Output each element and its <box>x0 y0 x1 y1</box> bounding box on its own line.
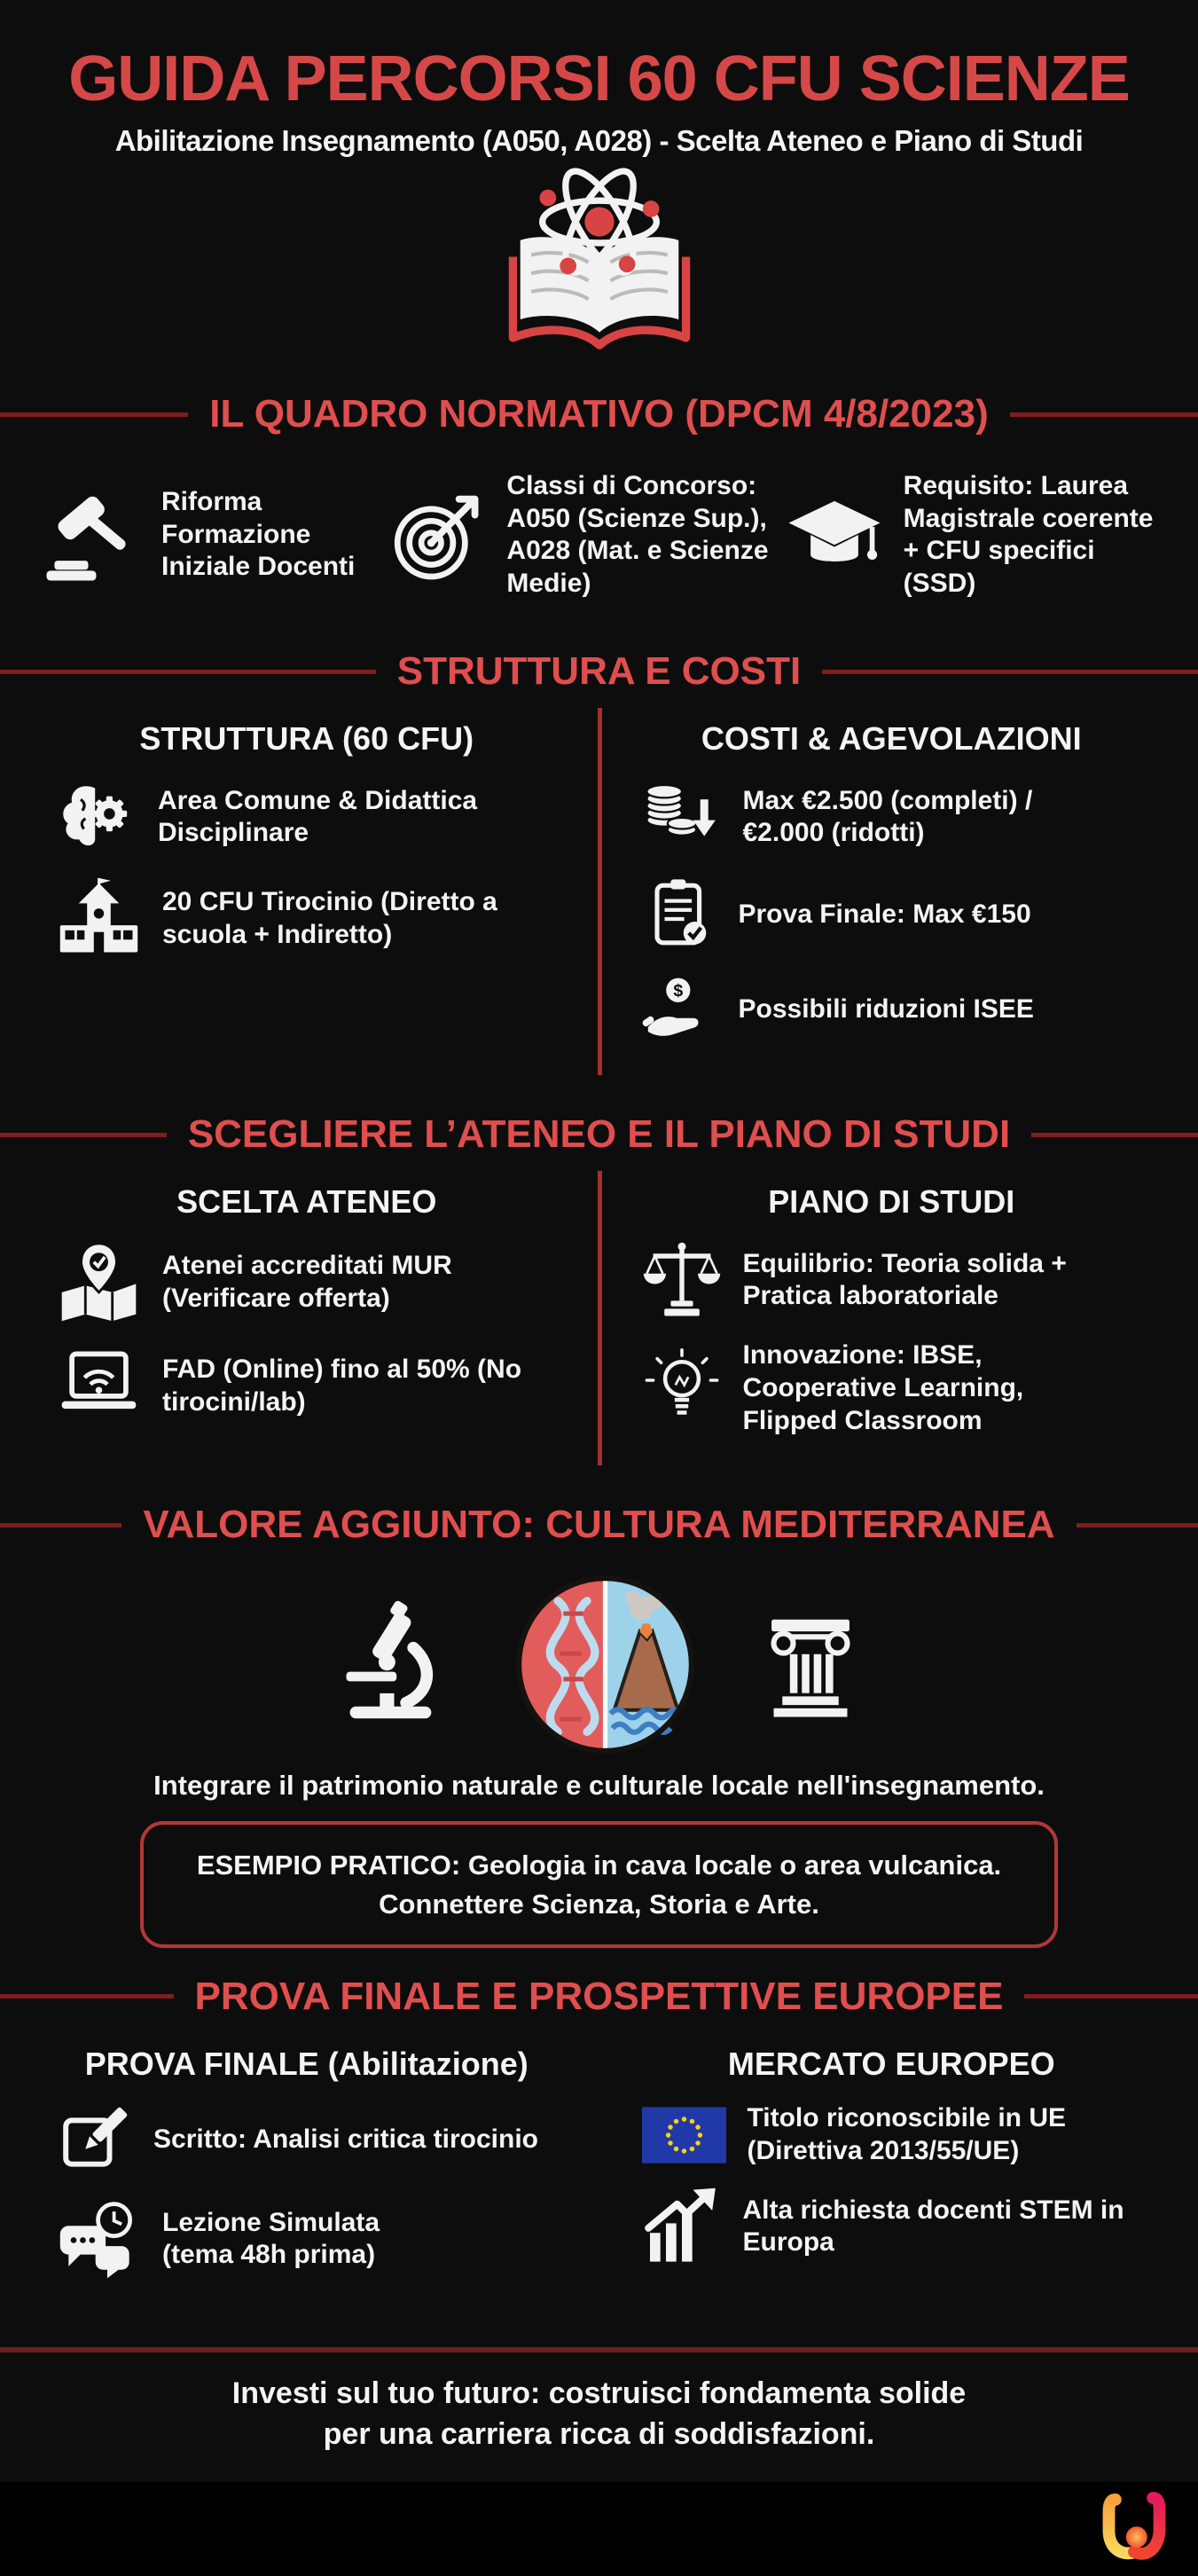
clipboard-check-icon <box>642 876 717 952</box>
target-icon <box>388 485 487 585</box>
section-scelta-ateneo <box>0 1112 1198 1476</box>
item-text: Riforma Formazione Iniziale Docenti <box>161 487 356 582</box>
heading-rule-right <box>822 670 1198 674</box>
list-item <box>642 1240 1158 1320</box>
u-logo-icon <box>1093 2488 1175 2570</box>
section-valore-aggiunto <box>0 1503 1198 1948</box>
brain-gear-icon <box>57 777 137 857</box>
item-text: Atenei accreditati MUR (Verificare offerta) <box>162 1251 452 1313</box>
column-title: PROVA FINALE (Abilitazione) <box>84 2045 529 2082</box>
list-item <box>642 2187 1158 2266</box>
growth-chart-icon <box>642 2187 722 2266</box>
item-text: Prova Finale: Max €150 <box>738 899 1031 929</box>
school-icon <box>57 876 141 961</box>
section-heading-label: PROVA FINALE E PROSPETTIVE EUROPEE <box>194 1974 1004 2018</box>
section-heading-label: STRUTTURA E COSTI <box>396 649 802 694</box>
footer-strip <box>0 2482 1198 2576</box>
section-heading <box>0 392 1198 436</box>
item-text: 20 CFU Tirocinio (Diretto a scuola + Indiretto) <box>162 887 497 949</box>
heading-rule-left <box>0 1133 167 1137</box>
hero <box>0 172 1198 365</box>
valore-lead-text: Integrare il patrimonio naturale e culturale locale nell'insegnamento. <box>153 1770 1045 1802</box>
list-item <box>642 971 1158 1047</box>
section-heading <box>0 1112 1198 1157</box>
section-heading <box>0 1503 1198 1547</box>
scales-icon <box>642 1240 722 1320</box>
column-mercato-europeo <box>599 2038 1185 2301</box>
list-item <box>57 2197 573 2281</box>
section-heading-label: IL QUADRO NORMATIVO (DPCM 4/8/2023) <box>209 392 989 436</box>
item-text: Classi di Concorso: A050 (Scienze Sup.), A028 (Mat. e Scienze Medie) <box>506 471 769 598</box>
heading-rule-left <box>0 1523 121 1528</box>
list-item <box>43 470 388 600</box>
esempio-line-2: Connettere Scienza, Storia e Arte. <box>379 1888 819 1920</box>
section-quadro-normativo <box>0 392 1198 623</box>
gavel-icon <box>43 485 142 585</box>
item-text: Possibili riduzioni ISEE <box>738 993 1034 1024</box>
heading-rule-left <box>0 1994 174 1999</box>
column-title: MERCATO EUROPEO <box>727 2045 1055 2082</box>
closing-message <box>35 2374 1163 2455</box>
column-piano-di-studi <box>599 1176 1185 1457</box>
column-title: PIANO DI STUDI <box>768 1183 1015 1221</box>
bottom-divider <box>0 2347 1198 2352</box>
coins-icon <box>642 777 722 857</box>
item-text: Innovazione: IBSE, Cooperative Learning, Flipped Classroom <box>742 1340 1024 1435</box>
list-item <box>388 470 784 600</box>
item-text: Max €2.500 (completi) / €2.000 (ridotti) <box>742 785 1033 848</box>
lightbulb-icon <box>642 1348 722 1428</box>
greek-column-icon <box>756 1611 865 1719</box>
atom-book-icon <box>488 172 711 365</box>
svg-text:$: $ <box>672 981 683 1001</box>
closing-line-1: Investi sul tuo futuro: costruisci fondamenta solide <box>231 2376 967 2410</box>
item-text: Alta richiesta docenti STEM in Europa <box>742 2195 1124 2258</box>
heading-rule-right <box>1010 412 1198 417</box>
page-title: GUIDA PERCORSI 60 CFU SCIENZE <box>68 43 1130 114</box>
item-text: Area Comune & Didattica Disciplinare <box>158 785 478 848</box>
list-item <box>57 1240 573 1324</box>
column-prova-finale <box>14 2038 599 2301</box>
section-struttura-costi <box>0 649 1198 1086</box>
column-scelta-ateneo <box>14 1176 599 1457</box>
list-item <box>642 2102 1158 2167</box>
map-pin-check-icon <box>57 1240 141 1324</box>
chat-clock-icon <box>57 2197 141 2281</box>
list-item <box>642 777 1158 857</box>
esempio-pratico-box <box>140 1821 1058 1948</box>
item-text: Equilibrio: Teoria solida + Pratica laboratoriale <box>742 1248 1067 1311</box>
page-subtitle: Abilitazione Insegnamento (A050, A028) - Scelta Ateneo e Piano di Studi <box>114 124 1084 157</box>
closing-line-2: per una carriera ricca di soddisfazioni. <box>323 2416 875 2451</box>
column-costi <box>599 713 1185 1066</box>
item-text: Requisito: Laurea Magistrale coerente + CFU specifici (SSD) <box>903 471 1154 598</box>
item-text: Titolo riconoscibile in UE (Direttiva 2013/55/UE) <box>747 2102 1066 2165</box>
item-text: Scritto: Analisi critica tirocinio <box>153 2124 538 2155</box>
heading-rule-right <box>1031 1133 1198 1137</box>
eu-flag-icon <box>642 2107 726 2164</box>
list-item <box>642 1339 1158 1437</box>
dna-volcano-icon <box>514 1574 696 1755</box>
struttura-columns <box>0 701 1198 1086</box>
heading-rule-left <box>0 670 376 674</box>
ateneo-columns <box>0 1164 1198 1476</box>
section-prova-finale <box>0 1975 1198 2321</box>
section-heading <box>0 1975 1198 2019</box>
item-text: FAD (Online) fino al 50% (No tirocini/lab) <box>162 1355 522 1417</box>
normativa-items <box>0 444 1198 623</box>
edit-pencil-icon <box>57 2102 132 2178</box>
list-item <box>57 777 573 857</box>
column-title: SCELTA ATENEO <box>176 1183 437 1221</box>
item-text: Lezione Simulata (tema 48h prima) <box>162 2207 380 2270</box>
section-heading-label: VALORE AGGIUNTO: CULTURA MEDITERRANEA <box>143 1503 1055 1547</box>
column-struttura <box>14 713 599 1066</box>
list-item <box>785 470 1155 600</box>
list-item <box>57 1344 573 1428</box>
hand-coin-icon <box>642 971 717 1047</box>
laptop-wifi-icon <box>57 1344 141 1428</box>
heading-rule-right <box>1077 1523 1198 1528</box>
microscope-icon <box>334 1605 454 1724</box>
list-item <box>642 876 1158 952</box>
column-title: STRUTTURA (60 CFU) <box>139 720 474 758</box>
heading-rule-right <box>1024 1994 1198 1999</box>
section-heading-label: SCEGLIERE L’ATENEO E IL PIANO DI STUDI <box>187 1112 1011 1157</box>
graduation-cap-icon <box>785 485 884 585</box>
esempio-line-1: ESEMPIO PRATICO: Geologia in cava locale o area vulcanica. <box>196 1850 1002 1881</box>
list-item <box>57 2102 573 2178</box>
column-title: COSTI & AGEVOLAZIONI <box>701 720 1082 758</box>
list-item <box>57 876 573 961</box>
prova-columns <box>0 2026 1198 2321</box>
valore-icons-row <box>0 1574 1198 1755</box>
section-heading <box>0 649 1198 694</box>
heading-rule-left <box>0 412 188 417</box>
